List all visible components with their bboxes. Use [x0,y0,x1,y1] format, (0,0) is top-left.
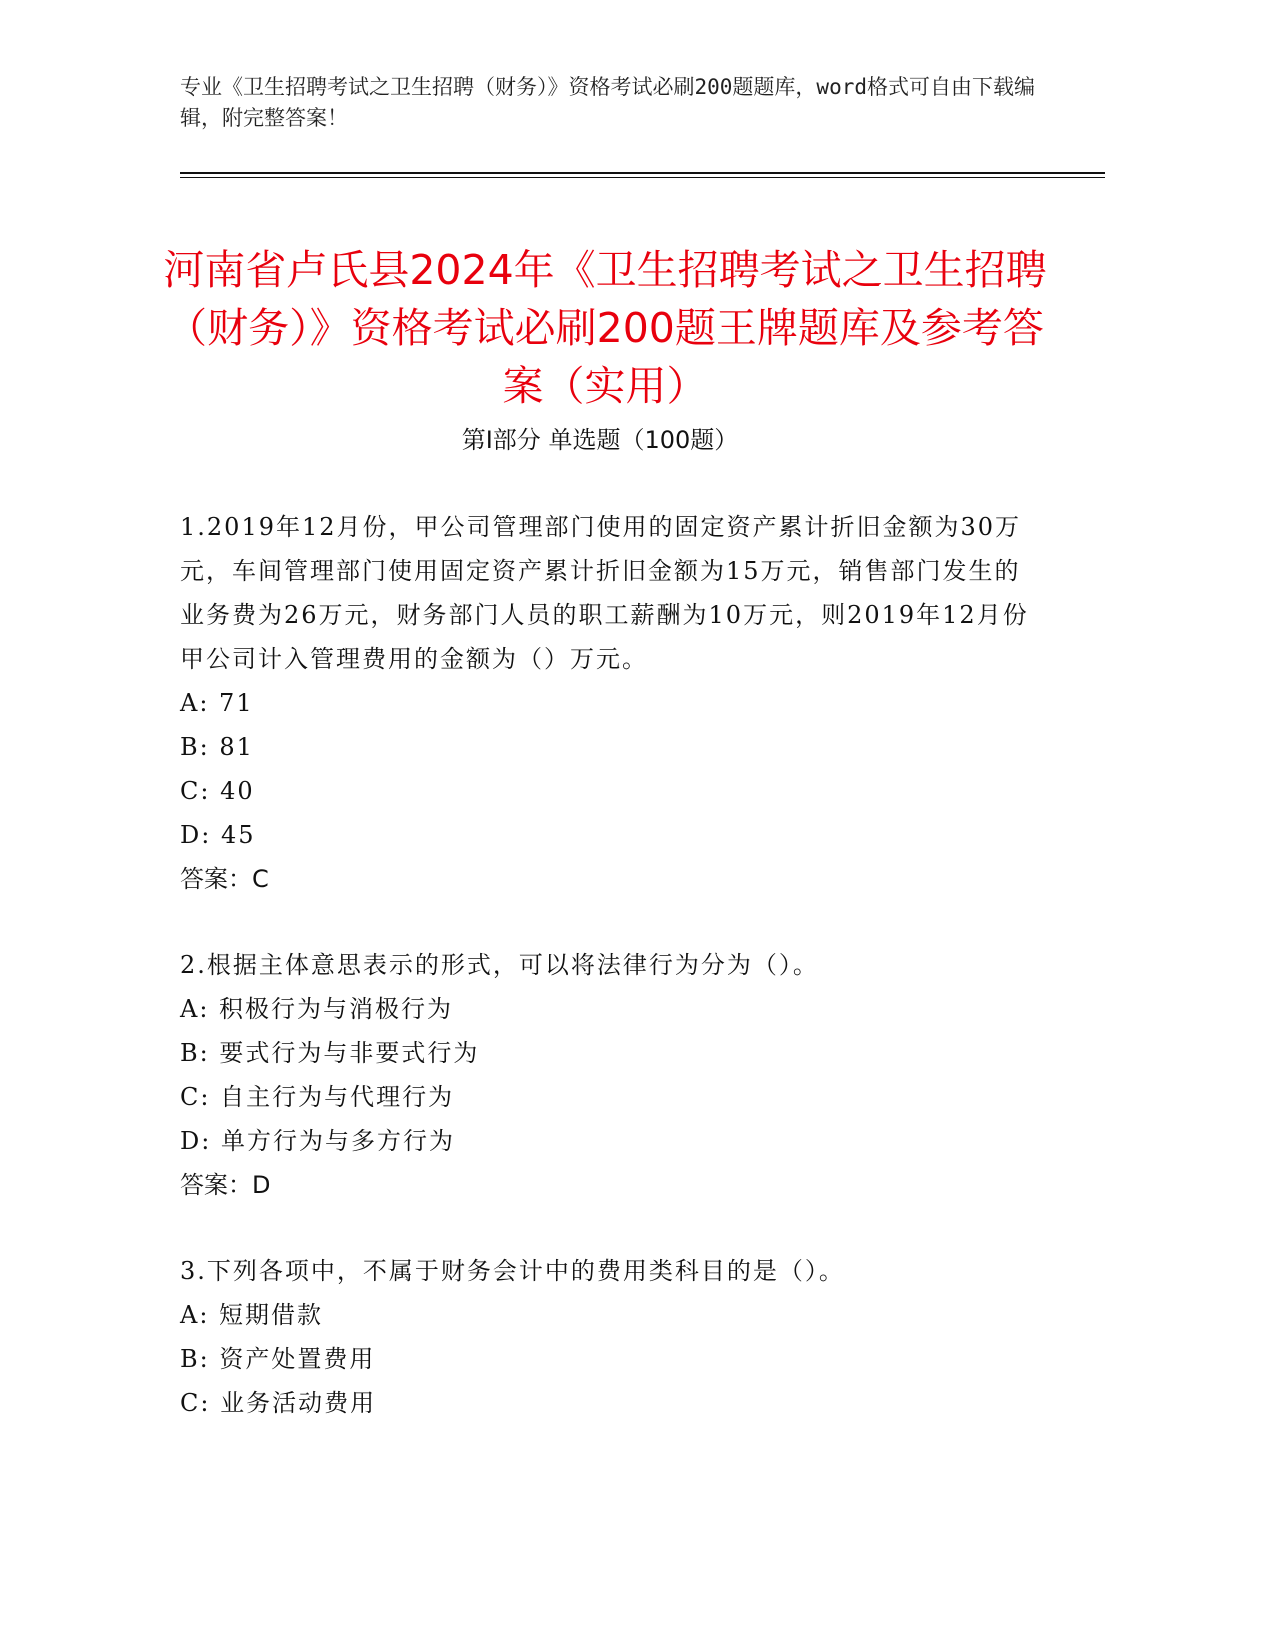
question-2 [180,943,1040,1207]
option-c: C: 业务活动费用 [180,1389,377,1417]
document-title: 河南省卢氏县2024年《卫生招聘考试之卫生招聘（财务）》资格考试必刷200题王牌题库及参考答案（实用） [163,246,1047,411]
option-a: A: 积极行为与消极行为 [180,995,454,1023]
option-b: B: 81 [180,733,254,761]
question-text: 3.下列各项中，不属于财务会计中的费用类科目的是（）。 [180,1257,845,1285]
question-1 [180,505,1040,901]
option-b: B: 要式行为与非要式行为 [180,1039,480,1067]
question-text: 1.2019年12月份，甲公司管理部门使用的固定资产累计折旧金额为30万元，车间管理部门使用固定资产累计折旧金额为15万元，销售部门发生的业务费为26万元，财务部门人员的职工薪酬为10万元，则2019年12月份甲公司计入管理费用的金额为（）万元。 [180,513,1029,673]
answer-label: 答案：D [180,1171,271,1199]
answer-label: 答案：C [180,865,269,893]
section-title: 第Ⅰ部分 单选题（100题） [461,426,739,454]
question-text: 2.根据主体意思表示的形式，可以将法律行为分为（）。 [180,951,819,979]
question-3 [180,1249,1040,1425]
header-divider-thick [180,172,1105,174]
option-a: A: 71 [180,689,254,717]
option-d: D: 45 [180,821,256,849]
header-note: 专业《卫生招聘考试之卫生招聘（财务）》资格考试必刷200题题库，word格式可自由下载编辑，附完整答案！ [180,75,1035,130]
option-a: A: 短期借款 [180,1301,324,1329]
question-list [180,505,1040,1467]
header-divider-thin [180,177,1105,178]
option-c: C: 40 [180,777,255,805]
option-c: C: 自主行为与代理行为 [180,1083,455,1111]
option-b: B: 资产处置费用 [180,1345,376,1373]
option-d: D: 单方行为与多方行为 [180,1127,455,1155]
